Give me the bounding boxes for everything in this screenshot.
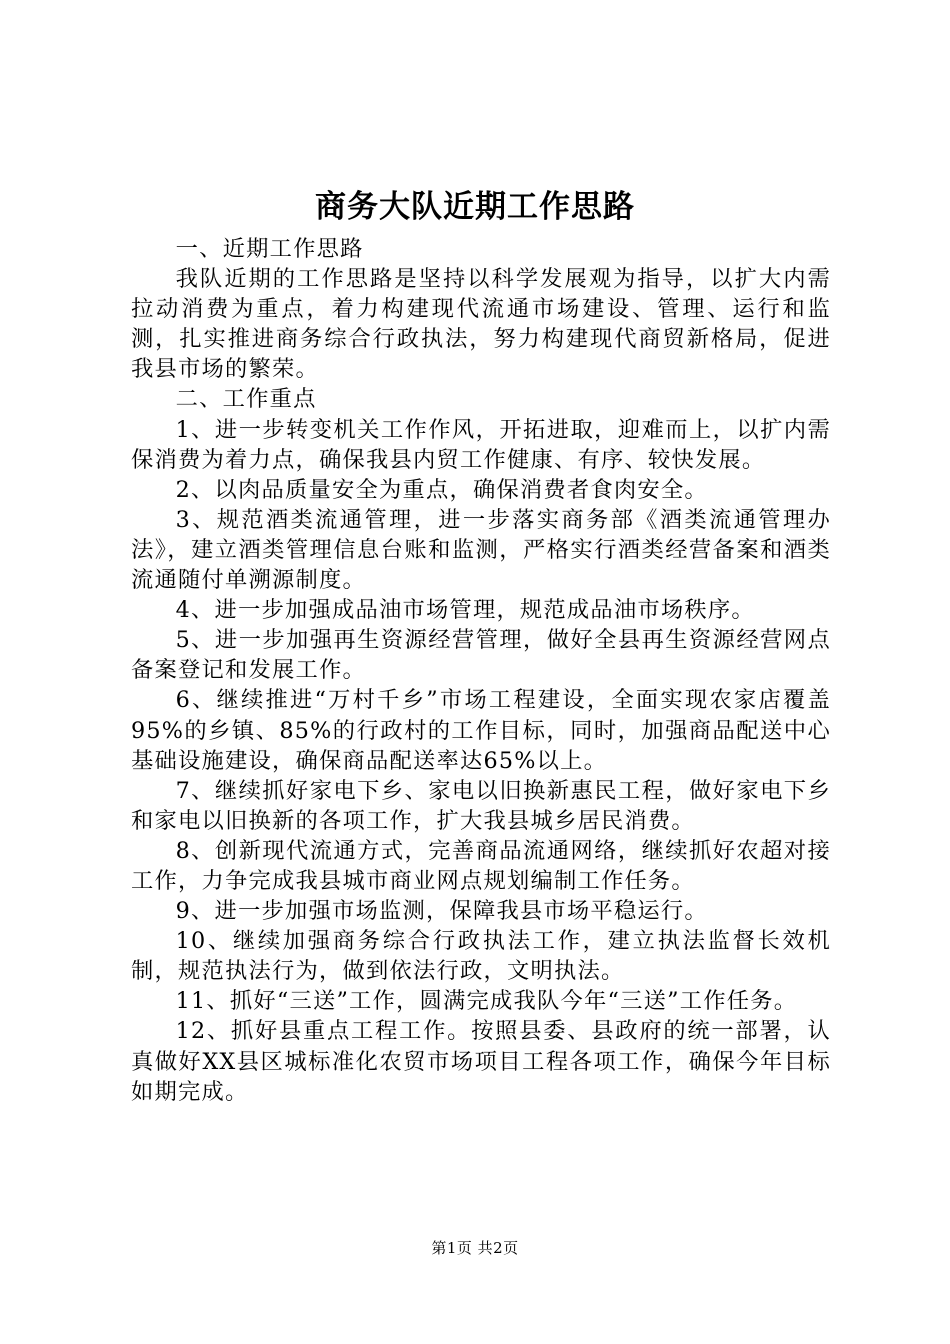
document-body (131, 234, 831, 1107)
section-heading: 一、近期工作思路 (175, 236, 364, 262)
list-item: 8、创新现代流通方式，完善商品流通网络，继续抓好农超对接工作，力争完成我县城市商业网点规划编制工作任务。 (131, 837, 831, 894)
list-item: 10、继续加强商务综合行政执法工作，建立执法监督长效机制，规范执法行为，做到依法行政，文明执法。 (131, 928, 831, 985)
list-item: 1、进一步转变机关工作作风，开拓进取，迎难而上，以扩内需保消费为着力点，确保我县内贸工作健康、有序、较快发展。 (131, 416, 831, 473)
list-item: 3、规范酒类流通管理，进一步落实商务部《酒类流通管理办法》，建立酒类管理信息台账和监测，严格实行酒类经营备案和酒类流通随付单溯源制度。 (131, 506, 831, 594)
list-item: 9、进一步加强市场监测，保障我县市场平稳运行。 (175, 898, 708, 925)
page-title: 商务大队近期工作思路 (315, 189, 635, 225)
section-heading: 二、工作重点 (175, 386, 317, 413)
list-item: 7、继续抓好家电下乡、家电以旧换新惠民工程，做好家电下乡和家电以旧换新的各项工作，扩大我县城乡居民消费。 (131, 777, 831, 834)
list-item: 6、继续推进“万村千乡”市场工程建设，全面实现农家店覆盖95%的乡镇、85%的行政村的工作目标，同时，加强商品配送中心基础设施建设，确保商品配送率达65%以上。 (131, 687, 831, 774)
list-item: 2、以肉品质量安全为重点，确保消费者食肉安全。 (175, 476, 708, 503)
list-item: 12、抓好县重点工程工作。按照县委、县政府的统一部署，认真做好XX县区城标准化农贸市场项目工程各项工作，确保今年目标如期完成。 (131, 1018, 831, 1105)
list-item: 5、进一步加强再生资源经营管理，做好全县再生资源经营网点备案登记和发展工作。 (131, 627, 831, 684)
paragraph: 我队近期的工作思路是坚持以科学发展观为指导，以扩大内需拉动消费为重点，着力构建现代流通市场建设、管理、运行和监测，扎实推进商务综合行政执法，努力构建现代商贸新格局，促进我县市场的繁荣。 (131, 266, 831, 383)
page-number: 第1页 共2页 (431, 1239, 519, 1257)
list-item: 11、抓好“三送”工作，圆满完成我队今年“三送”工作任务。 (175, 988, 798, 1015)
list-item: 4、进一步加强成品油市场管理，规范成品油市场秩序。 (175, 597, 755, 624)
